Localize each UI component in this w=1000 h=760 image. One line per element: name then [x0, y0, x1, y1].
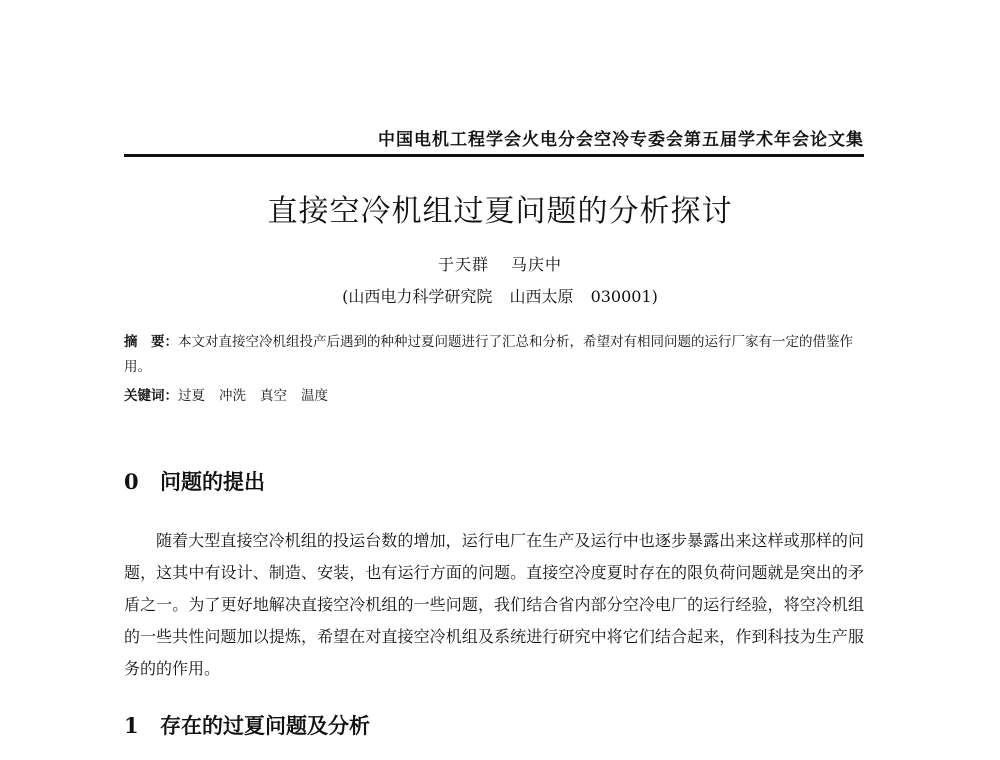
abstract-text: 本文对直接空冷机组投产后遇到的种种过夏问题进行了汇总和分析，希望对有相同问题的运行厂家有一定的借鉴作用。 [124, 334, 853, 375]
affiliation-close-paren: ) [651, 287, 658, 306]
section-heading [124, 710, 864, 740]
author-name: 于天群 [437, 255, 489, 274]
author-name: 马庆中 [511, 255, 563, 274]
section-title: 存在的过夏问题及分析 [160, 713, 370, 738]
section-number: 0 [124, 469, 139, 494]
affiliation-postcode: 030001 [590, 287, 652, 306]
affiliation [0, 284, 1000, 307]
keyword: 过夏 [178, 388, 205, 404]
section-heading [124, 466, 864, 496]
keyword: 温度 [301, 388, 328, 404]
paper-title: 直接空冷机组过夏问题的分析探讨 [267, 194, 733, 229]
keywords [124, 386, 864, 406]
body-paragraph: 随着大型直接空冷机组的投运台数的增加，运行电厂在生产及运行中也逐步暴露出来这样或那样的问题，这其中有设计、制造、安装，也有运行方面的问题。直接空冷度夏时存在的限负荷问题就是突出的矛盾之一。为了更好地解决直接空冷机组的一些问题，我们结合省内部分空冷电厂的运行经验，将空冷机组的一些共性问题加以提炼，希望在对直接空冷机组及系统进行研究中将它们结合起来，作到科技为生产服务的的作用。 [124, 531, 864, 678]
section-number: 1 [124, 713, 139, 738]
affiliation-open-paren: ( [342, 287, 349, 306]
abstract-label: 摘 要： [124, 334, 178, 350]
abstract [124, 330, 864, 380]
section-title: 问题的提出 [160, 469, 265, 494]
running-header: 中国电机工程学会火电分会空冷专委会第五届学术年会论文集 [378, 130, 864, 150]
keyword: 真空 [260, 388, 287, 404]
affiliation-city: 山西太原 [509, 287, 574, 306]
keyword: 冲洗 [219, 388, 246, 404]
affiliation-institute: 山西电力科学研究院 [348, 287, 493, 306]
authors [0, 252, 1000, 275]
keywords-label: 关键词： [124, 388, 178, 404]
header-rule [124, 154, 864, 157]
